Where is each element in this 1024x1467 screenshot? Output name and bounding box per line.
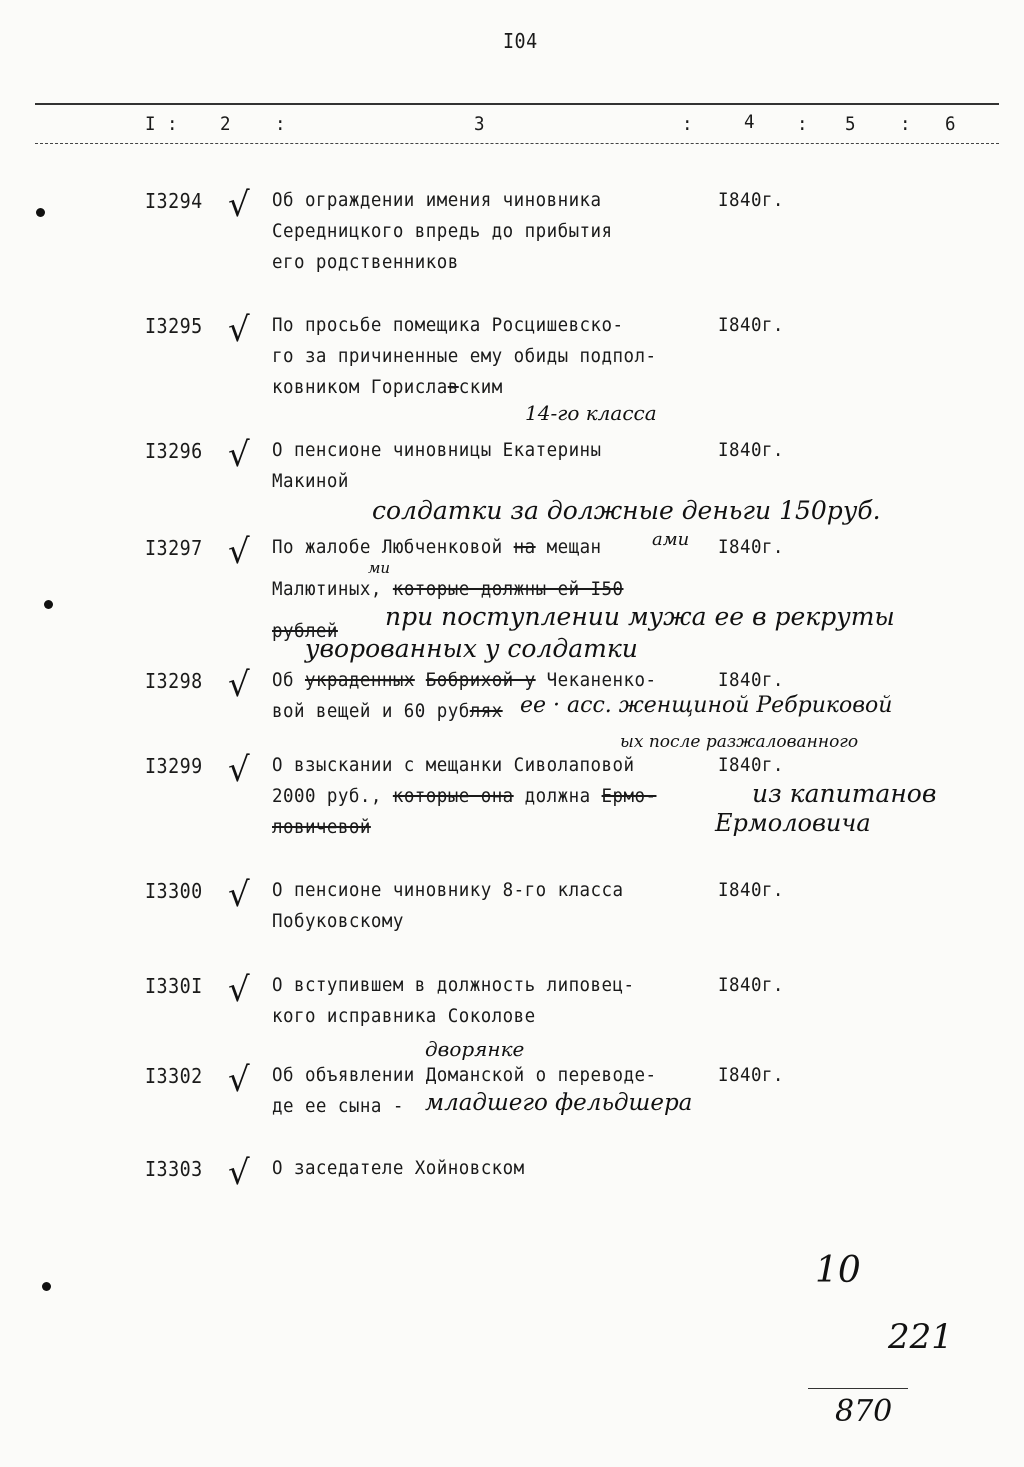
handwritten-note: младшего фельдшера: [425, 1090, 693, 1116]
entry-year: I840г.: [718, 439, 784, 461]
entry-year: I840г.: [718, 754, 784, 776]
entry-number: I3300: [145, 879, 203, 903]
entry-text: [415, 669, 426, 691]
entry-text: По жалобе Любченковой: [272, 536, 514, 558]
entry-text-line: [272, 471, 349, 493]
struck-text: Ермо-: [601, 785, 657, 807]
entry-text: Об объявлении Доманской о переводе-: [272, 1064, 657, 1086]
entry-number: I3294: [145, 189, 203, 213]
entry-text: мещан: [535, 536, 602, 558]
entry-text-line: [272, 786, 656, 808]
page-number: I04: [503, 29, 538, 53]
checkmark-icon: √: [228, 665, 250, 705]
entry-text-line: [272, 346, 656, 368]
handwritten-note: ами: [652, 529, 690, 550]
header-top-rule: [35, 103, 999, 105]
checkmark-icon: √: [228, 1060, 250, 1100]
entry-text-line: [272, 755, 634, 777]
entry-text-line: [272, 537, 602, 559]
struck-text: Бобрихой у: [425, 669, 536, 691]
handwritten-note: Ермоловича: [715, 809, 871, 837]
entry-year: I840г.: [718, 974, 784, 996]
entry-text-line: [272, 817, 371, 839]
struck-text: которые должны ей I50: [392, 578, 624, 600]
entry-text: Макиной: [272, 470, 349, 492]
handwritten-note: ее · асс. женщиной Ребриковой: [520, 693, 893, 718]
entry-text: его родственников: [272, 251, 459, 273]
column-header: 2: [220, 113, 231, 135]
checkmark-icon: √: [228, 185, 250, 225]
struck-text: в: [447, 376, 459, 398]
margin-note: 10: [815, 1250, 861, 1291]
entry-number: I330I: [145, 974, 203, 998]
column-header: :: [797, 113, 808, 135]
entry-number: I3302: [145, 1064, 203, 1088]
checkmark-icon: √: [228, 970, 250, 1010]
struck-text: украденных: [304, 669, 415, 691]
punch-hole-mark: [42, 1282, 51, 1291]
handwritten-note: 14-го класса: [525, 401, 657, 425]
checkmark-icon: √: [228, 435, 250, 475]
entry-text: Об ограждении имения чиновника: [272, 189, 602, 211]
entry-text: О пенсионе чиновницы Екатерины: [272, 439, 602, 461]
entry-year: I840г.: [718, 314, 784, 336]
margin-note: 221: [888, 1317, 953, 1357]
checkmark-icon: √: [228, 310, 250, 350]
entry-text-line: [272, 377, 503, 399]
entry-text-line: [272, 440, 602, 462]
handwritten-note: при поступлении мужа ее в рекруты: [385, 602, 895, 631]
entry-number: I3299: [145, 754, 203, 778]
entry-text-line: [272, 252, 459, 274]
entry-text: Середницкого впредь до прибытия: [272, 220, 613, 242]
entry-number: I3296: [145, 439, 203, 463]
entry-text-line: [272, 315, 623, 337]
entry-text: По просьбе помещика Росцишевско-: [272, 314, 624, 336]
entry-text-line: [272, 1096, 404, 1118]
column-header: 6: [945, 113, 956, 135]
entry-text-line: [272, 911, 404, 933]
punch-hole-mark: [44, 600, 53, 609]
column-header: 5: [845, 113, 856, 135]
struck-text: лях: [469, 700, 503, 722]
entry-year: I840г.: [718, 536, 784, 558]
entry-text: го за причиненные ему обиды подпол-: [272, 345, 657, 367]
entry-text-line: [272, 1158, 525, 1180]
struck-text: на: [513, 536, 536, 558]
entry-year: I840г.: [718, 1064, 784, 1086]
entry-text: ковником Горисла: [272, 376, 448, 398]
entry-year: I840г.: [718, 879, 784, 901]
entry-number: I3303: [145, 1157, 203, 1181]
entry-text: О заседателе Хойновском: [272, 1157, 525, 1179]
column-header: :: [900, 113, 911, 135]
entry-text: вой вещей и 60 руб: [272, 700, 470, 722]
checkmark-icon: √: [228, 750, 250, 790]
handwritten-note: ых после разжалованного: [620, 732, 859, 752]
margin-note: 870: [835, 1394, 893, 1429]
entry-text-line: [272, 670, 656, 692]
entry-text: должна: [513, 785, 602, 807]
checkmark-icon: √: [228, 1153, 250, 1193]
entry-number: I3295: [145, 314, 203, 338]
handwritten-note: из капитанов: [752, 779, 937, 808]
entry-text: 2000 руб.,: [272, 785, 393, 807]
struck-text: ловичевой: [272, 816, 371, 838]
entry-number: I3297: [145, 536, 203, 560]
entry-text: О вступившем в должность липовец-: [272, 974, 635, 996]
entry-text: Чеканенко-: [535, 669, 657, 691]
entry-text: Побуковскому: [272, 910, 404, 932]
entry-text: Об: [272, 669, 305, 691]
entry-text: О взыскании с мещанки Сиволаповой: [272, 754, 635, 776]
entry-year: I840г.: [718, 669, 784, 691]
struck-text: которые она: [392, 785, 514, 807]
entry-text: О пенсионе чиновнику 8-го класса: [272, 879, 624, 901]
margin-divider: [808, 1388, 908, 1389]
entry-text-line: [272, 579, 623, 601]
entry-text-line: [272, 1065, 656, 1087]
struck-text: рублей: [272, 620, 338, 642]
entry-text: ским: [458, 376, 503, 398]
handwritten-note: ми: [368, 559, 391, 577]
checkmark-icon: √: [228, 875, 250, 915]
entry-text-line: [272, 975, 634, 997]
entry-number: I3298: [145, 669, 203, 693]
handwritten-note: солдатки за должные деньги 150руб.: [372, 496, 881, 525]
entry-text-line: [272, 880, 623, 902]
column-header: :: [682, 113, 693, 135]
entry-text-line: [272, 1006, 536, 1028]
entry-text-line: [272, 190, 602, 212]
column-header: :: [275, 113, 286, 135]
column-header: 4: [744, 111, 755, 133]
entry-text: кого исправника Соколове: [272, 1005, 536, 1027]
punch-hole-mark: [36, 208, 45, 217]
column-header: 3: [474, 113, 485, 135]
entry-year: I840г.: [718, 189, 784, 211]
checkmark-icon: √: [228, 532, 250, 572]
handwritten-note: дворянке: [425, 1037, 525, 1061]
header-bottom-rule: [35, 143, 999, 144]
column-header: I :: [145, 113, 178, 135]
entry-text-line: [272, 701, 503, 723]
entry-text: де ее сына -: [272, 1095, 404, 1117]
entry-text-line: [272, 221, 613, 243]
handwritten-note: уворованных у солдатки: [305, 634, 638, 663]
entry-text: Малютиных,: [272, 578, 393, 600]
